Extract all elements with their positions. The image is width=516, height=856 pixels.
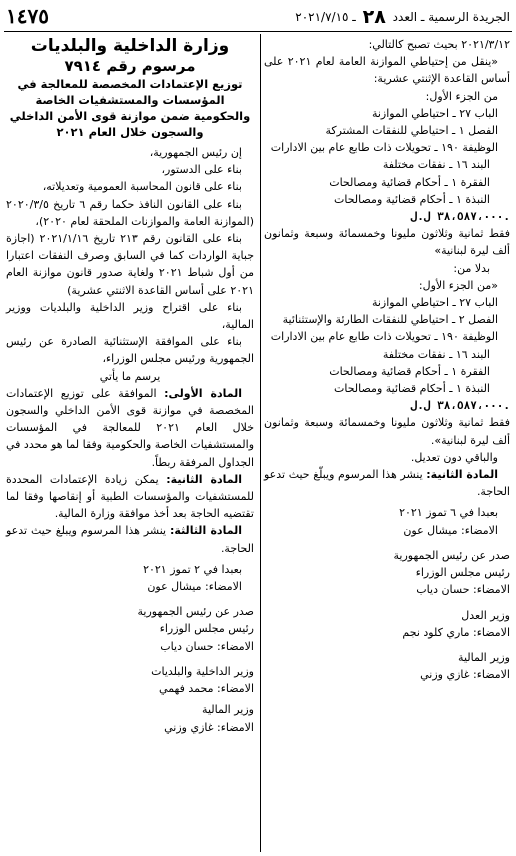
signature-line: وزير المالية (458, 650, 510, 664)
signature-line: صدر عن رئيس الجمهورية (393, 548, 510, 562)
decree-description: توزيع الإعتمادات المخصصة للمعالجة في المؤسسات والمستشفيات الخاصة والحكومية ضمن موازنة قوى الأمن الداخلي والسجون خلال العام ٢٠٢١ (9, 77, 251, 139)
article-label: المادة الأولى: (164, 386, 242, 400)
signature-line: رئيس مجلس الوزراء (415, 566, 510, 580)
left-column (6, 36, 254, 736)
spacer (264, 539, 510, 547)
signature-line: وزير المالية (202, 703, 254, 717)
article-text: يمكن زيادة الإعتمادات المحددة للمستشفيات والمؤسسات الطبية أو إنقاصها وفقا لما تقتضيه الحاجة بعد أخذ موافقة وزارة المالية. (6, 472, 254, 521)
text-line: الباب ٢٧ ـ احتياطي الموازنة (371, 106, 498, 120)
article-paragraph (6, 471, 254, 523)
signature-line: الامضاء: ميشال عون (147, 580, 242, 594)
column-divider (260, 34, 261, 852)
text-line: النبذة ١ ـ أحكام قضائية ومصالحات (334, 382, 490, 396)
text-line: بناء على اقتراح وزير الداخلية والبلديات ووزير المالية، (6, 300, 254, 332)
text-line: ٢٠٢١/٣/١٢ بحيث تصبح كالتالي: (368, 38, 510, 51)
text-line: إن رئيس الجمهورية، (149, 146, 242, 159)
article-text: ينشر هذا المرسوم ويبلغ حيث تدعو الحاجة. (6, 524, 254, 555)
signature-line: بعبدا في ٢ تموز ٢٠٢١ (143, 562, 242, 576)
article-label: المادة الثانية: (426, 468, 498, 482)
text-line: الوظيفة ١٩٠ ـ تحويلات ذات طابع عام بين الادارات (270, 141, 498, 155)
text-line: البند ١٦ ـ نفقات مختلفة (382, 158, 490, 172)
spacer (6, 595, 254, 603)
article-text: الموافقة على توزيع الإعتمادات المخصصة في موازنة قوى الأمن الداخلي والسجون خلال العام ٢٠٢١ للمعالجة في المؤسسات والمستشفيات الخاصة والحكومية وفقا لما هو محدد في الجداول المرفقة ربطاً. (6, 386, 254, 469)
signature-line: صدر عن رئيس الجمهورية (137, 605, 254, 619)
signature-line: الامضاء: ماري كلود نجم (402, 625, 510, 639)
text-line: بدلا من: (453, 261, 490, 275)
article-paragraph (6, 522, 254, 556)
issue-number: ٢٨ (362, 6, 386, 28)
signature-line: بعبدا في ٦ تموز ٢٠٢١ (399, 506, 498, 520)
text-line: يرسم ما يأتي (99, 369, 161, 383)
signature-line: وزير الداخلية والبلديات (151, 664, 254, 678)
text-line: بناء على الدستور، (161, 163, 242, 177)
text-line: بناء على الموافقة الإستثنائية الصادرة عن رئيس الجمهورية ورئيس مجلس الوزراء، (6, 335, 254, 366)
article-text: ينشر هذا المرسوم ويبلّغ حيث تدعو الحاجة. (264, 468, 510, 499)
text-line: الفصل ١ ـ احتياطي للنفقات المشتركة (325, 124, 498, 138)
text-line: «من الجزء الأول: (418, 278, 498, 292)
signature-line: رئيس مجلس الوزراء (159, 622, 254, 636)
article-label: المادة الثالثة: (170, 524, 242, 538)
text-line: بناء على القانون النافذ حكما رقم ٦ تاريخ ٢٠٢٠/٣/٥ (الموازنة العامة والموازنات الملحقة لعام ٢٠٢٠)، (6, 197, 254, 228)
signature-line: الامضاء: حسان دياب (160, 639, 254, 653)
article-paragraph (264, 466, 510, 500)
text-line: الفصل ٢ ـ احتياطي للنفقات الطارئة والإستثنائية (282, 313, 498, 327)
spacer (264, 599, 510, 607)
right-column (264, 36, 510, 683)
spacer (264, 641, 510, 649)
amount: ٣٨،٥٨٧،٠٠٠ ل.ل. (410, 399, 510, 413)
signature-line: الامضاء: غازي وزني (420, 668, 510, 682)
text-line: النبذة ١ ـ أحكام قضائية ومصالحات (334, 192, 490, 206)
text-line: الوظيفة ١٩٠ ـ تحويلات ذات طابع عام بين الادارات (270, 330, 498, 344)
decree-title: مرسوم رقم ٧٩١٤ (64, 57, 196, 75)
gazette-name: الجريدة الرسمية ـ العدد (392, 10, 510, 24)
page-number: ١٤٧٥ (6, 4, 49, 28)
signature-line: الامضاء: محمد فهمي (159, 682, 254, 696)
signature-line: وزير العدل (461, 608, 510, 622)
article-paragraph (6, 385, 254, 471)
text-line: بناء على القانون رقم ٢١٣ تاريخ ٢٠٢١/١/١٦ (اجازة جباية الواردات كما في السابق وصرف النفقات اعتبارا من أول شباط ٢٠٢١ ولغاية صدور قانون موازنة العام ٢٠٢١ على أساس القاعدة الاثنتي عشرية) (6, 232, 254, 297)
text-line: فقط ثمانية وثلاثون مليونا وخمسمائة وسبعة وثمانون ألف ليرة لبنانية». (264, 416, 510, 447)
ministry-title: وزارة الداخلية والبلديات (30, 36, 230, 56)
article-label: المادة الثانية: (166, 472, 242, 486)
text-line: من الجزء الأول: (425, 89, 498, 103)
text-line: البند ١٦ ـ نفقات مختلفة (382, 347, 490, 361)
signature-line: الامضاء: حسان دياب (416, 583, 510, 597)
page-header (4, 4, 512, 30)
signature-line: الامضاء: غازي وزني (164, 720, 254, 734)
text-line: بناء على قانون المحاسبة العمومية وتعديلاته، (42, 180, 242, 194)
text-line: الباب ٢٧ ـ احتياطي الموازنة (371, 296, 498, 310)
text-line: الفقرة ١ ـ أحكام قضائية ومصالحات (329, 364, 490, 378)
text-line: «ينقل من إحتياطي الموازنة العامة لعام ٢٠٢١ على أساس القاعدة الإثنتي عشرية: (264, 55, 510, 86)
issue-date: ـ ٢٠٢١/٧/١٥ (295, 10, 356, 24)
text-line: الفقرة ١ ـ أحكام قضائية ومصالحات (329, 175, 490, 189)
signature-line: الامضاء: ميشال عون (403, 523, 498, 537)
spacer (6, 655, 254, 663)
text-line: والباقي دون تعديل. (410, 450, 498, 464)
header-title (295, 6, 510, 28)
header-rule (4, 31, 512, 32)
text-line: فقط ثمانية وثلاثون مليونا وخمسمائة وسبعة وثمانون ألف ليرة لبنانية» (264, 227, 510, 258)
amount: ٣٨،٥٨٧،٠٠٠ ل.ل. (410, 210, 510, 224)
